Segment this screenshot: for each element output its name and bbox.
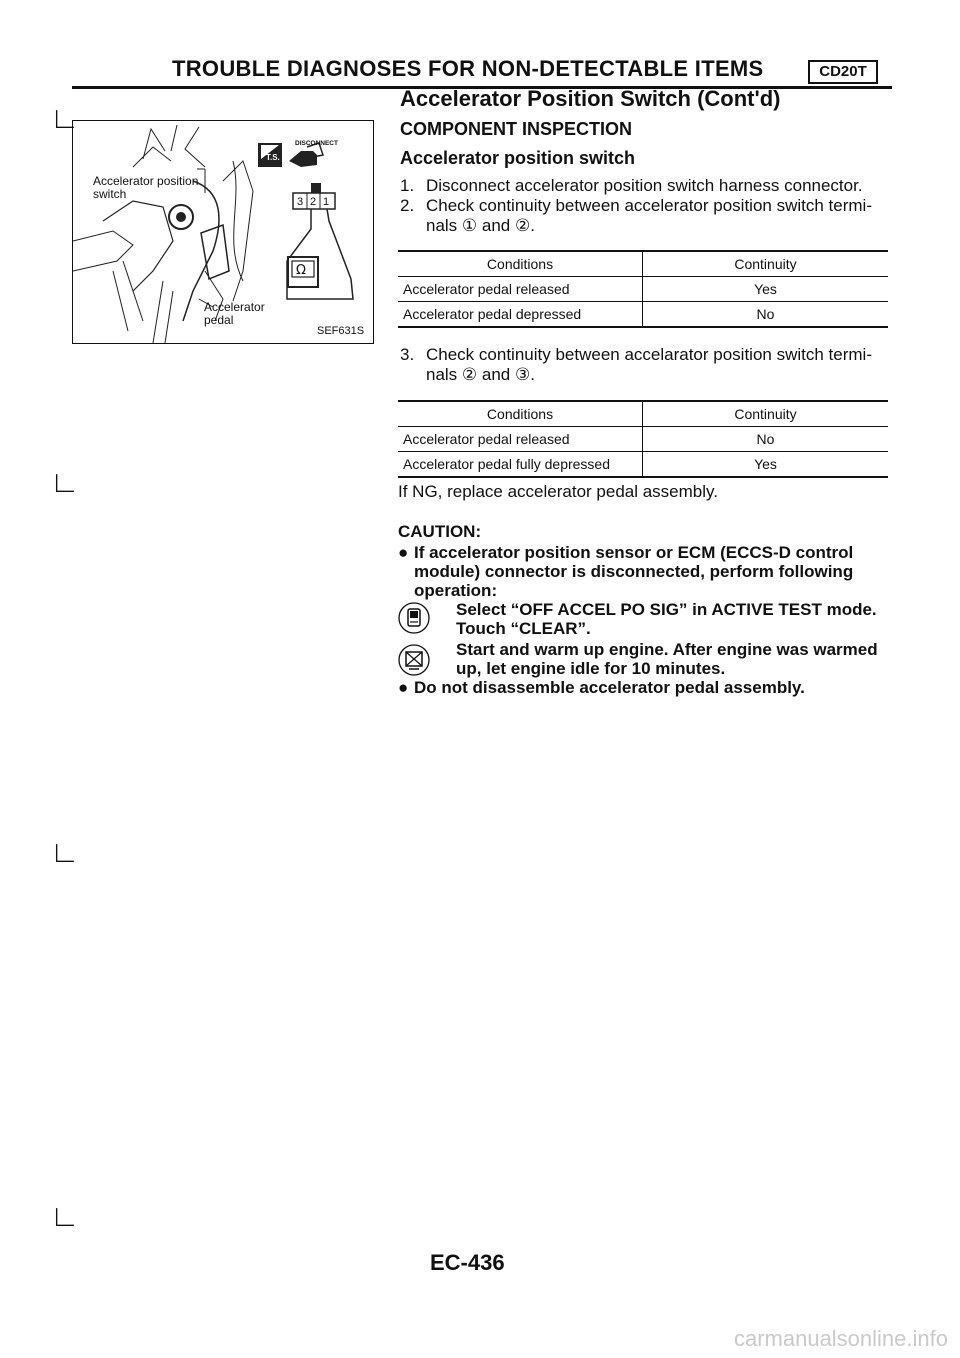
table-row-value: No (756, 431, 775, 447)
binding-mark-icon: ∟ (50, 466, 80, 499)
table-row-condition: Accelerator pedal depressed (398, 302, 643, 328)
engine-code-badge: CD20T (808, 60, 878, 84)
table-row-condition: Accelerator pedal fully depressed (398, 452, 643, 478)
bullet-dot-icon: ● (398, 543, 409, 562)
caution-title: CAUTION: (398, 522, 482, 541)
binding-mark-icon: ∟ (50, 836, 80, 869)
consult-instruction-line-2: Touch “CLEAR”. (456, 619, 591, 638)
bullet-dot-icon: ● (398, 678, 409, 697)
step-3-number: 3. (400, 345, 415, 364)
caution-bullet-1-line-2: module) connector is disconnected, perform following (414, 562, 854, 581)
component-title: Accelerator position switch (400, 148, 636, 168)
continuity-table-2 (398, 400, 888, 478)
section-title: Accelerator Position Switch (Cont'd) (400, 86, 781, 111)
ng-note: If NG, replace accelerator pedal assembly. (398, 482, 718, 501)
step-2-line-1: Check continuity between accelerator position switch termi- (426, 196, 872, 215)
step-3 (400, 345, 890, 385)
step-2 (400, 196, 890, 236)
caution-bullet-2 (398, 678, 888, 697)
step-3-line-1: Check continuity between accelarator position switch termi- (426, 345, 872, 364)
table-row-value: Yes (754, 281, 777, 297)
table-2-header-conditions: Conditions (398, 401, 643, 427)
ts-icon-label: T.S. (266, 153, 280, 162)
label-pedal-line-2: pedal (204, 313, 234, 327)
step-2-line-2: nals ① and ②. (426, 216, 535, 235)
consult-tester-icon (396, 598, 432, 638)
table-2-header-continuity: Continuity (734, 406, 797, 422)
continuity-table-1 (398, 250, 888, 328)
caution-bullet-1-line-3: operation: (414, 581, 498, 600)
caution-bullet-2-text: Do not disassemble accelerator pedal assembly. (414, 678, 805, 697)
consult-instruction-line-1: Select “OFF ACCEL PO SIG” in ACTIVE TEST mode. (456, 600, 877, 619)
engine-run-icon (396, 640, 432, 680)
label-pedal-line-1: Accelerator (204, 300, 265, 314)
page-number: EC-436 (430, 1250, 505, 1275)
caution-bullet-1-line-1: If accelerator position sensor or ECM (ECCS-D control (414, 543, 854, 562)
table-1-header-continuity: Continuity (734, 256, 797, 272)
step-1 (400, 176, 890, 196)
table-row-value: No (756, 306, 775, 322)
terminal-1: 1 (323, 196, 330, 208)
component-figure (72, 120, 374, 344)
label-switch-line-2: switch (93, 187, 127, 201)
watermark: carmanualsonline.info (733, 1326, 948, 1351)
ohm-icon: Ω (296, 263, 306, 278)
label-switch-line-1: Accelerator position (93, 174, 199, 188)
table-row-condition: Accelerator pedal released (398, 427, 643, 452)
step-3-line-2: nals ② and ③. (426, 365, 535, 384)
step-1-text: Disconnect accelerator position switch harness connector. (426, 176, 863, 195)
figure-code: SEF631S (317, 325, 365, 337)
terminal-3: 3 (297, 196, 304, 208)
engine-instruction-line-2: up, let engine idle for 10 minutes. (456, 659, 726, 678)
caution-bullet-1 (398, 543, 888, 600)
binding-mark-icon: ∟ (50, 1200, 80, 1233)
binding-mark-icon: ∟ (50, 102, 80, 135)
table-1-header-conditions: Conditions (398, 251, 643, 277)
table-row-value: Yes (754, 456, 777, 472)
header-title: TROUBLE DIAGNOSES FOR NON-DETECTABLE ITEMS (172, 56, 764, 81)
terminal-2: 2 (310, 196, 317, 208)
subsection-title: COMPONENT INSPECTION (400, 119, 633, 139)
engine-instruction-line-1: Start and warm up engine. After engine was warmed (456, 640, 878, 659)
table-row-condition: Accelerator pedal released (398, 277, 643, 302)
step-1-number: 1. (400, 176, 415, 195)
step-2-number: 2. (400, 196, 415, 215)
disconnect-label: DISCONNECT (295, 140, 338, 147)
